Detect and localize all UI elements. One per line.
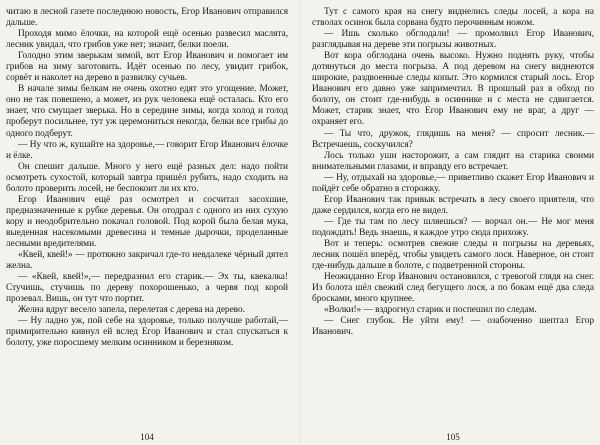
paragraph: — Ну что ж, кушайте на здоровье,— говорит Егор Иванович ёлочке и ёлке.	[6, 139, 288, 161]
paragraph: Желна вдруг весело запела, перелетая с дерева на дерево.	[18, 305, 245, 316]
paragraph: — Ну ладно уж, пой себе на здоровье, только получше работай,— примирительно кивнул ей вслед Егор Иванович и стал спускаться к болоту, уже поросшему мелким осинником и березняком.	[6, 316, 288, 349]
gutter	[299, 0, 301, 445]
paragraph: — Ишь сколько обглодали! — промолвил Егор Иванович, разглядывая на дереве эти погрызы животных.	[312, 29, 594, 51]
paragraph: — Снег глубок. Не уйти ему! — озабоченно шептал Егор Иванович.	[312, 316, 594, 338]
paragraph: Тут с самого края на снегу виднелись следы лосей, а кора на стволах осинок была сорвана будто перочинным ножом.	[312, 7, 594, 29]
paragraph: Лось только уши насторожит, а сам глядит на старика своими внимательными глазами, и вправду его встречает.	[312, 150, 594, 172]
paragraph: — Где ты там по лесу шляешься? — ворчал он.— Не мог меня подождать! Ведь знаешь, я каждое утро сюда прихожу.	[312, 216, 594, 238]
page-number: 105	[446, 432, 460, 442]
paragraph: «Квей, квей!» — протяжно закричал где-то невдалеке чёрный дятел желна.	[6, 250, 288, 272]
paragraph: Неожиданно Егор Иванович остановился, с тревогой глядя на снег. Из болота шёл свежий след бегущего лося, а по бокам ещё два следа бросками, много крупнее.	[312, 272, 594, 305]
paragraph: Егор Иванович так привык встречать в лесу своего приятеля, что даже сердился, когда его не видел.	[312, 194, 594, 216]
paragraph: Вот кора обглодана очень высоко. Нужно поднять руку, чтобы дотянуться до места погрыза. А под деревом на снегу виднеются широкие, раздвоенные следы копыт. Это кормился старый лось. Егор Иванович его давно уже запримечтил. В прошлый раз в обход по болоту, он стоит где-нибудь в осиннике и с места не сдвигается. Может, старик знает, что Егор Иванович ему не враг, а друг — охраняет его.	[312, 51, 594, 128]
paragraph: — Ну, отдыхай на здоровье,— приветливо скажет Егор Иванович и пойдёт себе обратно в сторожку.	[312, 172, 594, 194]
paragraph: Проходя мимо ёлочки, на которой ещё осенью развесил маслята, лесник увидал, что грибов уже нет; значит, белки поели.	[6, 29, 288, 51]
left-page	[6, 7, 288, 443]
paragraph: Егор Иванович ещё раз осмотрел и сосчитал засохшие, предназначенные к рубке деревья. Он отодрал с одного из них сухую кору и неодобрительно покачал головой. Под корой была белая мука, выеденная насекомыми древесина и темные дырочки, проделанные лесными вредителями.	[6, 194, 288, 249]
paragraph: Он спешит дальше. Много у него ещё разных дел: надо пойти осмотреть сухостой, который завтра пришёл рубить, надо сходить на болото проверить лосей, не беспокоит ли их кто.	[6, 161, 288, 194]
right-page	[312, 7, 594, 443]
paragraph: Голодно этим зверькам зимой, вот Егор Иванович и помогает им грибов на зиму заготовить. Идёт осенью по лесу, увидит грибок, сорвёт и наколет на дерево в развилку сучьев.	[6, 51, 288, 84]
paragraph: Вот и теперь: осмотрев свежие следы и погрызы на деревьях, лесник пошёл вперёд, чтобы увидеть самого лося. Наверное, он стоит где-нибудь дальше в болоте, с подветренной стороны.	[312, 238, 594, 272]
paragraph: В начале зимы белкам не очень охотно едят это угощение. Может, оно не так повешено, а может, из рук человека ещё осталась. Кто его знает, что смущает зверька. Но в середине зимы, когда холод и голод проберут посильнее, тут уж церемониться некогда, белки все грибы до одного подберут.	[6, 84, 288, 139]
paragraph: читаю в лесной газете последнюю новость, Егор Иванович отправился дальше.	[6, 7, 288, 29]
paragraph: — «Квей, квей!»,— передразнил его старик.— Эх ты, квекалка! Стучишь, стучишь по дереву похорошенько, а червя под корой прозевал. Вишь, он тут что портит.	[6, 272, 288, 305]
page-number: 104	[140, 432, 154, 442]
paragraph: — Ты что, дружок, глядишь на меня? — спросит лесник.— Встречаешь, соскучился?	[312, 128, 594, 150]
paragraph: «Волки!» — вздрогнул старик и поспешил по следам.	[324, 305, 537, 316]
